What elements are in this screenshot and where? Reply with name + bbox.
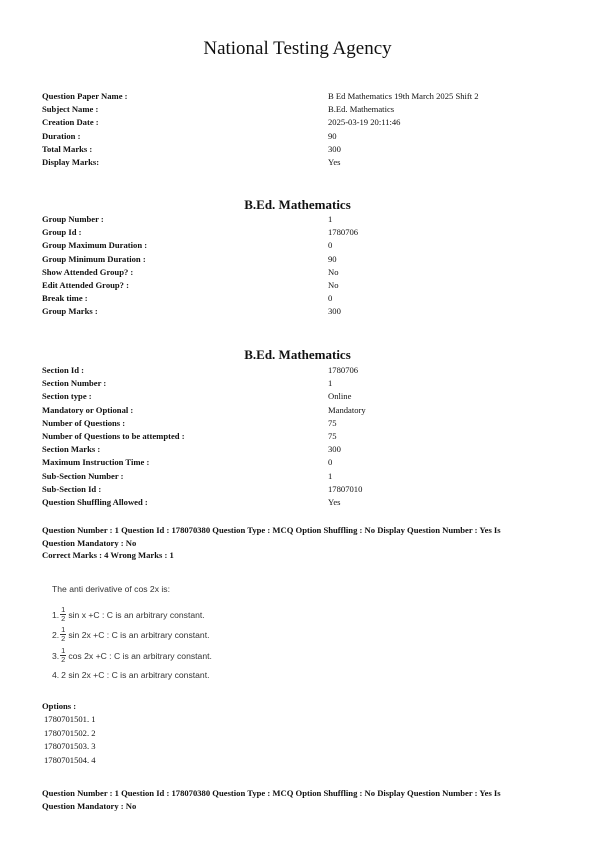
- field-label: Section Id :: [42, 365, 85, 375]
- field-value: 0: [328, 457, 333, 468]
- choice-number: 1.: [52, 609, 60, 620]
- paper-info-row: [42, 156, 562, 169]
- question-header-line: Question Number : 1 Question Id : 178070380 Question Type : MCQ Option Shuffling : No Display Question Number : Yes Is: [42, 525, 501, 535]
- section-info-table: [42, 364, 562, 509]
- group-info-row: [42, 239, 562, 252]
- choice-text: 2 sin 2x +C : C is an arbitrary constant.: [61, 670, 210, 680]
- question-header-line: Question Mandatory : No: [42, 537, 137, 548]
- question-header: [42, 787, 562, 812]
- paper-info-row: [42, 116, 562, 129]
- section-info-row: [42, 496, 562, 509]
- field-value: B.Ed. Mathematics: [328, 104, 395, 115]
- field-label: Number of Questions to be attempted :: [42, 430, 185, 441]
- choice-item: [52, 670, 209, 680]
- section-info-row: [42, 430, 562, 443]
- option-id: 1780701503. 3: [44, 741, 96, 752]
- field-value: 1780706: [328, 227, 359, 238]
- field-value: Yes: [328, 496, 341, 507]
- section-info-row: [42, 417, 562, 430]
- choice-text: cos 2x +C : C is an arbitrary constant.: [68, 650, 212, 661]
- question-marks: Correct Marks : 4 Wrong Marks : 1: [42, 550, 174, 561]
- choice-list: [52, 606, 452, 686]
- field-value: 300: [328, 143, 341, 154]
- options-list: [44, 713, 96, 767]
- field-label: Group Id :: [42, 227, 82, 238]
- option-id: 1780701504. 4: [44, 754, 96, 765]
- fraction: [60, 626, 66, 643]
- field-value: Yes: [328, 156, 341, 167]
- choice-number: 3.: [52, 650, 60, 661]
- page-title: National Testing Agency: [203, 38, 392, 59]
- paper-info-row: [42, 103, 562, 116]
- field-label: Group Maximum Duration :: [42, 240, 148, 251]
- field-label: Edit Attended Group? :: [42, 279, 129, 290]
- field-label: Display Marks:: [42, 156, 100, 167]
- fraction-numerator: 1: [61, 605, 66, 614]
- field-value: 1780706: [328, 365, 359, 375]
- section-info-row: [42, 377, 562, 390]
- question-header-line: Question Mandatory : No: [42, 800, 137, 811]
- field-label: Group Marks :: [42, 306, 98, 317]
- field-value: 75: [328, 417, 337, 428]
- field-label: Question Shuffling Allowed :: [42, 496, 148, 507]
- field-label: Show Attended Group? :: [42, 266, 134, 277]
- section-info-row: [42, 456, 562, 469]
- question-header: [42, 524, 562, 562]
- section-info-row: [42, 470, 562, 483]
- field-label: Number of Questions :: [42, 417, 126, 428]
- group-info-row: [42, 266, 562, 279]
- group-info-row: [42, 253, 562, 266]
- field-value: 90: [328, 130, 337, 141]
- section-info-row: [42, 364, 562, 377]
- field-value: Mandatory: [328, 404, 366, 415]
- field-label: Break time :: [42, 293, 88, 304]
- fraction-denominator: 2: [61, 634, 66, 643]
- group-info-row: [42, 213, 562, 226]
- field-label: Subject Name :: [42, 104, 99, 115]
- paper-info-row: [42, 130, 562, 143]
- fraction-numerator: 1: [61, 646, 66, 655]
- group-info-row: [42, 305, 562, 318]
- section-info-row: [42, 404, 562, 417]
- field-label: Group Minimum Duration :: [42, 253, 146, 264]
- field-value: 1: [328, 214, 333, 224]
- field-value: 1: [328, 470, 333, 481]
- field-label: Duration :: [42, 130, 81, 141]
- section-info-row: [42, 483, 562, 496]
- field-label: Section Number :: [42, 378, 107, 389]
- field-label: Creation Date :: [42, 117, 99, 128]
- field-value: 2025-03-19 20:11:46: [328, 117, 401, 128]
- field-value: No: [328, 266, 339, 277]
- field-label: Section type :: [42, 391, 92, 402]
- field-value: 75: [328, 430, 337, 441]
- group-info-row: [42, 292, 562, 305]
- field-value: 1: [328, 378, 333, 389]
- question-header-line: Question Number : 1 Question Id : 178070380 Question Type : MCQ Option Shuffling : No Display Question Number : Yes Is: [42, 788, 501, 798]
- section-title: B.Ed. Mathematics: [244, 347, 351, 362]
- group-info-row: [42, 226, 562, 239]
- field-value: No: [328, 279, 339, 290]
- group-info-table: [42, 213, 562, 319]
- section-info-row: [42, 443, 562, 456]
- field-value: 0: [328, 293, 333, 304]
- field-label: Group Number :: [42, 214, 104, 224]
- field-label: Section Marks :: [42, 444, 101, 455]
- choice-text: sin 2x +C : C is an arbitrary constant.: [68, 629, 210, 640]
- field-value: 300: [328, 306, 341, 317]
- field-label: Sub-Section Number :: [42, 470, 124, 481]
- paper-info-row: [42, 90, 562, 103]
- question-text: The anti derivative of cos 2x is:: [52, 584, 170, 594]
- options-label: Options :: [42, 701, 77, 711]
- option-id: 1780701501. 1: [44, 714, 96, 724]
- field-value: 300: [328, 444, 341, 455]
- fraction: [60, 647, 66, 664]
- field-value: 0: [328, 240, 333, 251]
- field-label: Sub-Section Id :: [42, 483, 102, 494]
- field-value: Online: [328, 391, 352, 402]
- paper-info-row: [42, 143, 562, 156]
- fraction-denominator: 2: [61, 614, 66, 623]
- choice-item: [52, 647, 212, 664]
- choice-text: sin x +C : C is an arbitrary constant.: [68, 609, 205, 620]
- choice-item: [52, 606, 205, 623]
- field-label: Mandatory or Optional :: [42, 404, 134, 415]
- option-id: 1780701502. 2: [44, 727, 96, 738]
- fraction: [60, 606, 66, 623]
- fraction-denominator: 2: [61, 655, 66, 664]
- fraction-numerator: 1: [61, 625, 66, 634]
- field-label: Maximum Instruction Time :: [42, 457, 150, 468]
- field-value: 90: [328, 253, 337, 264]
- choice-number: 4.: [52, 670, 60, 680]
- field-label: Question Paper Name :: [42, 91, 128, 101]
- group-title: B.Ed. Mathematics: [244, 197, 351, 212]
- section-info-row: [42, 390, 562, 403]
- paper-info-table: [42, 90, 562, 169]
- group-info-row: [42, 279, 562, 292]
- field-value: B Ed Mathematics 19th March 2025 Shift 2: [328, 91, 479, 101]
- field-label: Total Marks :: [42, 143, 93, 154]
- choice-number: 2.: [52, 629, 60, 640]
- choice-item: [52, 626, 209, 643]
- field-value: 17807010: [328, 483, 363, 494]
